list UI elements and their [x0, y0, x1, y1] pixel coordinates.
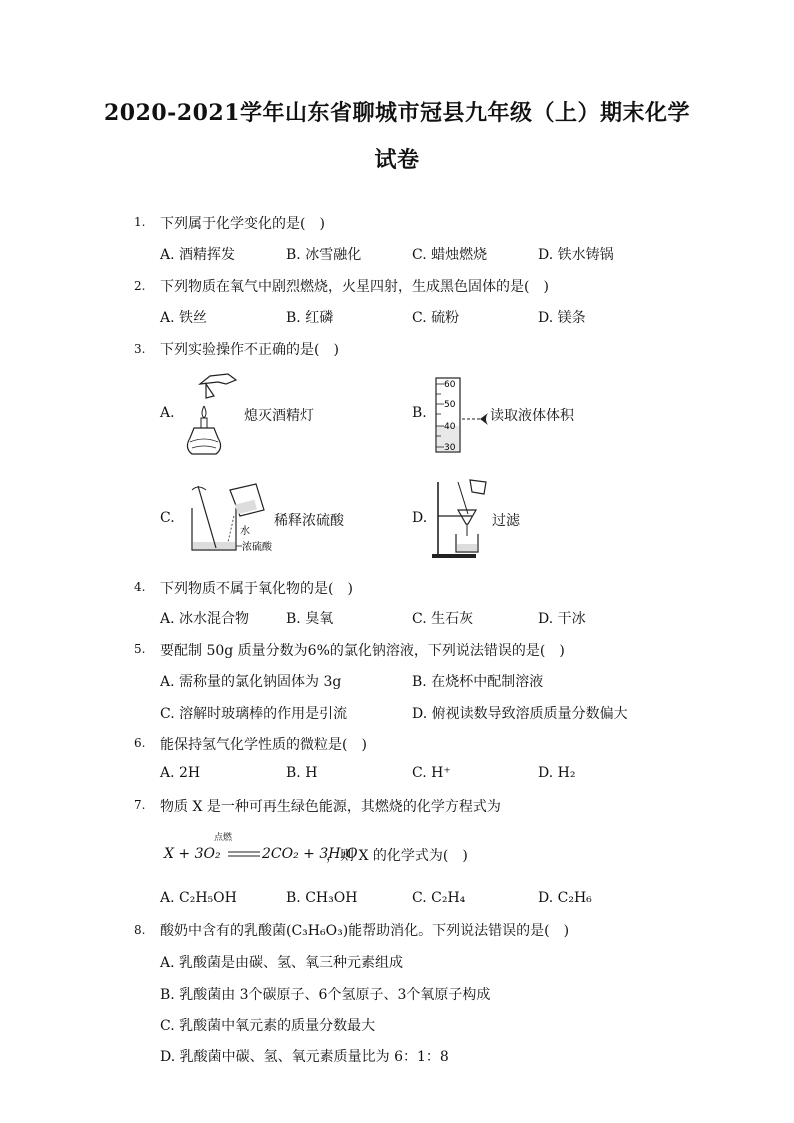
option-d: D.: [412, 510, 428, 526]
graduated-cylinder-illustration: [432, 374, 492, 456]
option-c: C. 溶解时玻璃棒的作用是引流: [160, 706, 348, 722]
cylinder-tick-label: 50: [444, 400, 456, 410]
question-number: 2.: [134, 279, 146, 293]
option-d: D. C₂H₆: [538, 890, 592, 906]
option-c: C. C₂H₄: [412, 890, 466, 906]
option-d: D. 干冰: [538, 611, 586, 627]
figure-label: 读取液体体积: [490, 408, 574, 424]
question-number: 7.: [134, 798, 146, 812]
option-a: A. 冰水混合物: [160, 611, 250, 627]
figure-label: 过滤: [492, 513, 520, 529]
option-a: A. 需称量的氯化钠固体为 3g: [160, 674, 342, 690]
option-b: B. 冰雪融化: [286, 247, 362, 263]
option-a: A. 铁丝: [160, 310, 208, 326]
question-text: 下列实验操作不正确的是( ): [160, 342, 339, 358]
question-number: 1.: [134, 215, 146, 229]
question-number: 8.: [134, 923, 146, 937]
exam-title-line2: 试卷: [374, 147, 420, 173]
option-b: B. 乳酸菌由 3个碳原子、6个氢原子、3个氧原子构成: [160, 987, 491, 1003]
question-text: 下列属于化学变化的是( ): [160, 216, 325, 232]
option-d: D. H₂: [538, 765, 576, 781]
reaction-arrow: [226, 846, 262, 862]
option-d: D. 镁条: [538, 310, 586, 326]
cylinder-tick-label: 30: [444, 443, 456, 453]
question-number: 6.: [134, 736, 146, 750]
question-text: 下列物质在氧气中剧烈燃烧，火星四射，生成黑色固体的是( ): [160, 279, 549, 295]
question-text: 能保持氢气化学性质的微粒是( ): [160, 737, 367, 753]
equation-suffix: ，则 X 的化学式为( ): [326, 848, 468, 864]
option-a: A. 酒精挥发: [160, 247, 236, 263]
exam-title-line1: 2020-2021学年山东省聊城市冠县九年级（上）期末化学: [103, 100, 691, 126]
option-b: B. CH₃OH: [286, 890, 358, 906]
option-b: B. H: [286, 765, 318, 781]
question-text: 酸奶中含有的乳酸菌(C₃H₆O₃)能帮助消化。下列说法错误的是( ): [160, 923, 570, 939]
option-c: C. 乳酸菌中氧元素的质量分数最大: [160, 1018, 376, 1034]
equation-left: X + 3O₂: [164, 846, 221, 862]
figure-label: 熄灭酒精灯: [244, 408, 314, 424]
option-a: A.: [160, 405, 175, 421]
cylinder-tick-label: 60: [444, 380, 456, 390]
question-text: 物质 X 是一种可再生绿色能源，其燃烧的化学方程式为: [160, 799, 501, 815]
option-c: C.: [160, 510, 175, 526]
option-d: D. 乳酸菌中碳、氢、氧元素质量比为 6：1：8: [160, 1049, 449, 1065]
question-text: 下列物质不属于氧化物的是( ): [160, 581, 353, 597]
option-b: B. 臭氧: [286, 611, 334, 627]
equation-right: 2CO₂ + 3H₂O: [262, 846, 358, 862]
option-a: A. 2H: [160, 765, 201, 781]
option-c: C. 硫粉: [412, 310, 460, 326]
question-number: 3.: [134, 342, 146, 356]
figure-label: 稀释浓硫酸: [274, 513, 344, 529]
option-c: C. 蜡烛燃烧: [412, 247, 488, 263]
option-b: B. 红磷: [286, 310, 334, 326]
option-b: B. 在烧杯中配制溶液: [412, 674, 544, 690]
question-text: 要配制 50g 质量分数为6%的氯化钠溶液，下列说法错误的是( ): [160, 643, 565, 659]
option-c: C. H⁺: [412, 765, 451, 781]
option-a: A. C₂H₅OH: [160, 890, 237, 906]
beaker-label-water: 水: [240, 526, 250, 537]
option-a: A. 乳酸菌是由碳、氢、氧三种元素组成: [160, 955, 404, 971]
filtration-illustration: [432, 476, 492, 560]
dilute-acid-illustration: [184, 480, 274, 556]
option-d: D. 俯视读数导致溶质质量分数偏大: [412, 706, 628, 722]
cylinder-tick-label: 40: [444, 422, 456, 432]
question-number: 5.: [134, 642, 146, 656]
option-c: C. 生石灰: [412, 611, 474, 627]
alcohol-lamp-illustration: [178, 372, 240, 460]
beaker-label-acid: 浓硫酸: [242, 542, 272, 553]
equation-condition: 点燃: [214, 833, 233, 843]
option-b: B.: [412, 405, 427, 421]
question-number: 4.: [134, 580, 146, 594]
option-d: D. 铁水铸锅: [538, 247, 614, 263]
